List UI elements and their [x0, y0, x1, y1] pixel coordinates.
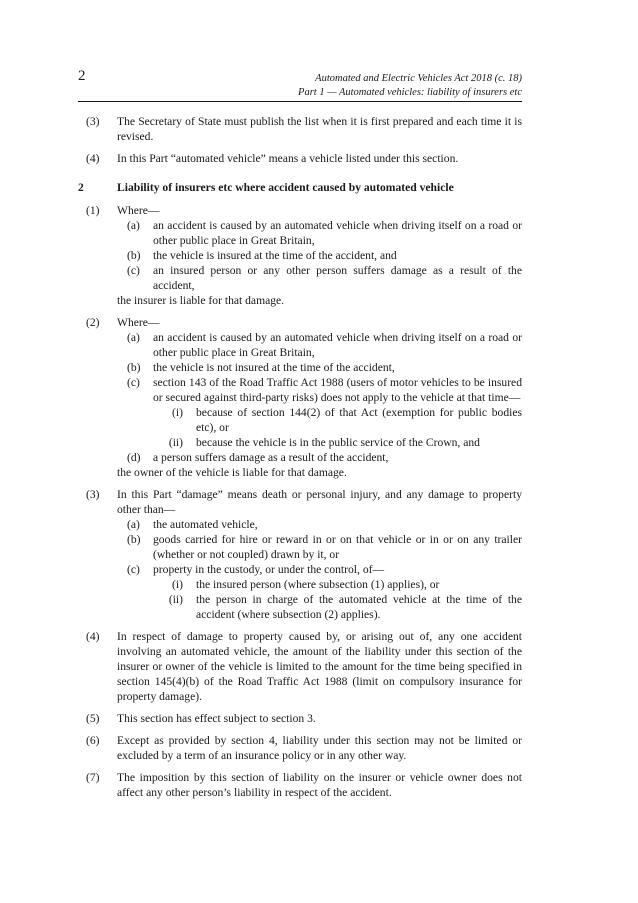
closing-words: the insurer is liable for that damage.: [117, 294, 285, 307]
paragraph-text: goods carried for hire or reward in or on that vehicle or in or on any trailer (whether or not coupled) drawn by it, or: [153, 533, 522, 561]
paragraph-number: (a): [127, 219, 140, 232]
subparagraph-number: (ii): [168, 593, 183, 606]
paragraph-number: (c): [127, 376, 140, 389]
subparagraph-ii: [117, 592, 522, 622]
page-number: 2: [78, 68, 86, 84]
paragraph-text: the vehicle is not insured at the time of the accident,: [153, 361, 395, 374]
paragraph-b: [117, 360, 522, 375]
paragraph-d: [117, 450, 522, 465]
paragraph-text: the automated vehicle,: [153, 518, 258, 531]
subsection-2-1: [78, 203, 522, 308]
paragraph-number: (b): [127, 361, 141, 374]
subparagraph-number: (ii): [168, 436, 183, 449]
paragraph-c: [117, 562, 522, 577]
paragraph-a: [117, 218, 522, 248]
paragraph-number: (d): [127, 451, 141, 464]
subsection-lead: Where—: [117, 316, 160, 329]
paragraph-text: an insured person or any other person suffers damage as a result of the accident,: [153, 264, 522, 292]
paragraph-number: (a): [127, 518, 140, 531]
subsection-lead: In this Part “damage” means death or personal injury, and any damage to property other than—: [117, 488, 522, 516]
running-header: [298, 72, 522, 99]
subsection-text: Except as provided by section 4, liability under this section may not be limited or excluded by a term of an insurance policy or in any other way.: [117, 734, 522, 762]
subsection-lead: Where—: [117, 204, 160, 217]
paragraph-a: [117, 330, 522, 360]
paragraph-c: [117, 263, 522, 293]
subparagraph-text: the insured person (where subsection (1) applies), or: [196, 578, 440, 591]
paragraph-number: (a): [127, 331, 140, 344]
subsection-number: (3): [86, 115, 100, 128]
section-heading: [78, 180, 522, 195]
subsection-2-6: [78, 733, 522, 763]
subsection-2-3: [78, 487, 522, 622]
subparagraph-number: (i): [172, 406, 183, 419]
section-title: Liability of insurers etc where accident caused by automated vehicle: [117, 181, 454, 194]
paragraph-number: (b): [127, 249, 141, 262]
subsection-number: (1): [86, 204, 100, 217]
subsection-number: (2): [86, 316, 100, 329]
paragraph-b: [117, 532, 522, 562]
running-subtitle: Part 1 — Automated vehicles: liability of insurers etc: [298, 86, 522, 98]
header-rule: [78, 101, 522, 102]
subsection-number: (4): [86, 630, 100, 643]
subsection-text: This section has effect subject to section 3.: [117, 712, 316, 725]
closing-words: the owner of the vehicle is liable for that damage.: [117, 466, 347, 479]
subparagraph-ii: [117, 435, 522, 450]
subparagraph-number: (i): [172, 578, 183, 591]
subparagraph-text: because of section 144(2) of that Act (exemption for public bodies etc), or: [196, 406, 522, 434]
subsection-number: (6): [86, 734, 100, 747]
paragraph-b: [117, 248, 522, 263]
subsection-text: The imposition by this section of liability on the insurer or vehicle owner does not affect any other person’s liability in respect of the accident.: [117, 771, 522, 799]
subsection-text: In this Part “automated vehicle” means a vehicle listed under this section.: [117, 152, 459, 165]
subsection-2-2: [78, 315, 522, 480]
subsection-text: The Secretary of State must publish the list when it is first prepared and each time it is revised.: [117, 115, 522, 143]
paragraph-text: the vehicle is insured at the time of the accident, and: [153, 249, 397, 262]
subparagraph-i: [117, 577, 522, 592]
paragraph-number: (b): [127, 533, 141, 546]
paragraph-c: [117, 375, 522, 405]
paragraph-number: (c): [127, 264, 140, 277]
paragraph-text: property in the custody, or under the control, of—: [153, 563, 385, 576]
subsection-number: (5): [86, 712, 100, 725]
section-number: 2: [78, 181, 84, 194]
paragraph-number: (c): [127, 563, 140, 576]
subsection-2-4: [78, 629, 522, 704]
subsection-number: (3): [86, 488, 100, 501]
subsection-2-5: [78, 711, 522, 726]
subparagraph-i: [117, 405, 522, 435]
paragraph-text: a person suffers damage as a result of the accident,: [153, 451, 389, 464]
paragraph-a: [117, 517, 522, 532]
subsection-1-3: [78, 114, 522, 144]
subsection-2-7: [78, 770, 522, 800]
subsection-1-4: [78, 151, 522, 166]
running-title: Automated and Electric Vehicles Act 2018 (c. 18): [315, 73, 522, 84]
subparagraph-text: because the vehicle is in the public service of the Crown, and: [196, 436, 480, 449]
paragraph-text: an accident is caused by an automated vehicle when driving itself on a road or other public place in Great Britain,: [153, 331, 522, 359]
page-content: [78, 114, 522, 807]
paragraph-text: section 143 of the Road Traffic Act 1988 (users of motor vehicles to be insured or secured against third-party risks) does not apply to the vehicle at that time—: [153, 376, 522, 404]
subsection-number: (4): [86, 152, 100, 165]
paragraph-text: an accident is caused by an automated vehicle when driving itself on a road or other public place in Great Britain,: [153, 219, 522, 247]
subparagraph-text: the person in charge of the automated vehicle at the time of the accident (where subsection (2) applies).: [196, 593, 522, 621]
subsection-number: (7): [86, 771, 100, 784]
subsection-text: In respect of damage to property caused by, or arising out of, any one accident involving an automated vehicle, the amount of the liability under this section of the insurer or owner of the vehicle is limited to the amount for the time being specified in section 145(4)(b) of the Road Traffic Act 1988 (limit on compulsory insurance for property damage).: [117, 630, 522, 703]
